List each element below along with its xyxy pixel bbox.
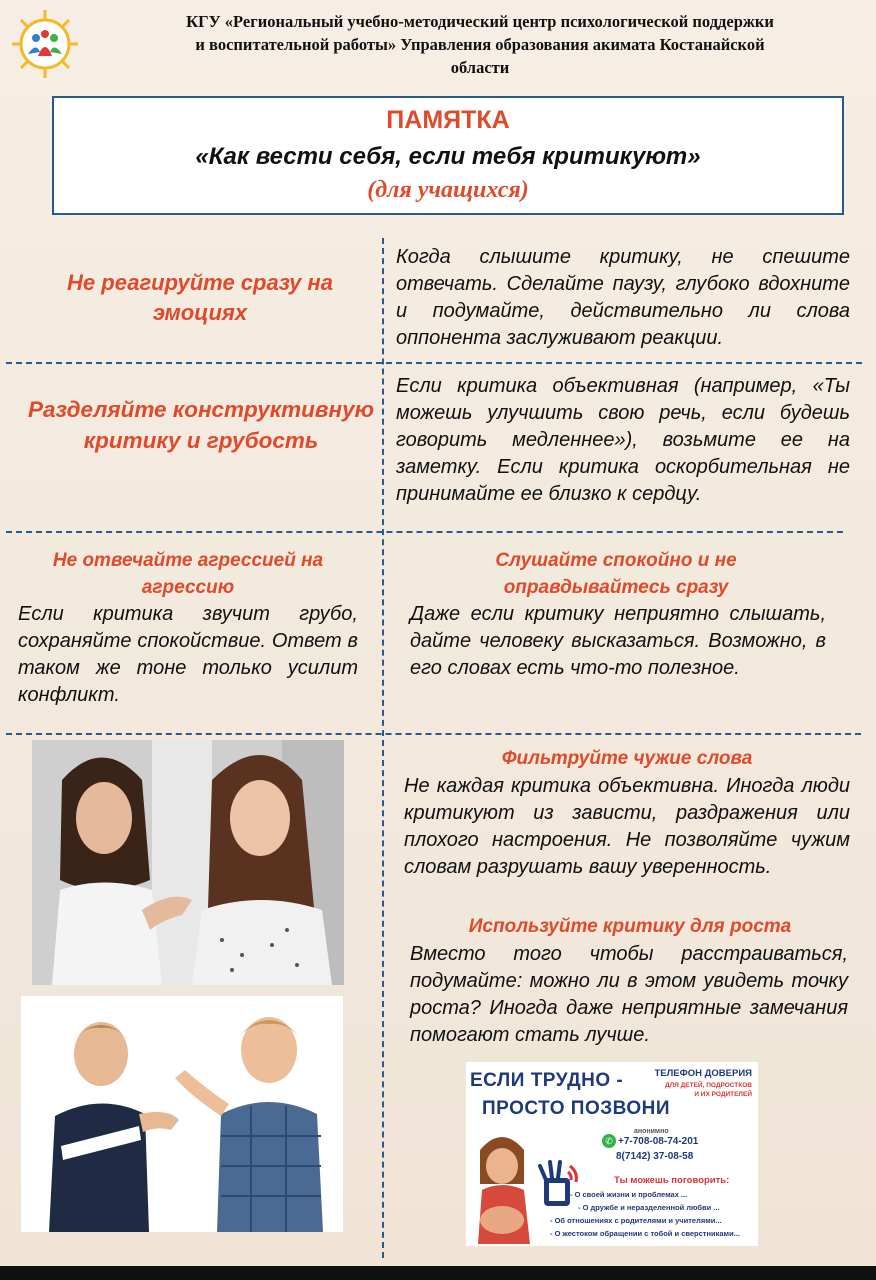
horizontal-divider-3 xyxy=(6,733,861,735)
organization-header xyxy=(88,10,872,79)
section-4-text: Даже если критику неприятно слышать, дайте человеку высказаться. Возможно, в его словах есть что-то полезное. xyxy=(410,603,826,679)
section-5-heading: Фильтруйте чужие слова xyxy=(501,748,753,769)
title-box xyxy=(52,96,844,215)
section-3-heading: Не отвечайте агрессией на агрессию xyxy=(52,550,324,598)
phone-hand-icon xyxy=(532,1158,582,1210)
topic-1: - О своей жизни и проблемах ... xyxy=(570,1190,688,1199)
section-2-heading: Разделяйте конструктивную критику и грубость xyxy=(27,397,375,453)
memo-label: ПАМЯТКА xyxy=(386,106,510,134)
hotline-sub-1: ДЛЯ ДЕТЕЙ, ПОДРОСТКОВ xyxy=(664,1082,752,1089)
section-3-text: Если критика звучит грубо, сохраняйте спокойствие. Ответ в таком же тоне только усилит конфликт. xyxy=(18,603,358,706)
sad-child-illustration xyxy=(472,1124,534,1244)
horizontal-divider-1 xyxy=(6,362,862,364)
talk-title: Ты можешь поговорить: xyxy=(614,1175,730,1186)
section-4-heading: Слушайте спокойно и не оправдывайтесь сразу xyxy=(495,550,737,598)
memo-audience: (для учащихся) xyxy=(367,177,529,203)
topic-3: - Об отношениях с родителями и учителями... xyxy=(550,1216,722,1225)
helpline-banner xyxy=(466,1062,758,1246)
whatsapp-icon: ✆ xyxy=(602,1134,616,1148)
hotline-title: ТЕЛЕФОН ДОВЕРИЯ xyxy=(654,1068,752,1079)
topic-2: - О дружбе и неразделенной любви ... xyxy=(578,1203,720,1212)
phone-number-2: 8(7142) 37-08-58 xyxy=(616,1151,694,1162)
org-line-3: области xyxy=(450,58,510,77)
memo-subtitle: «Как вести себя, если тебя критикуют» xyxy=(195,143,701,170)
org-line-2: и воспитательной работы» Управления образования акимата Костанайской xyxy=(195,35,765,54)
organization-logo xyxy=(10,8,80,80)
section-1-heading: Не реагируйте сразу на эмоциях xyxy=(67,270,333,325)
helpline-headline-1: ЕСЛИ ТРУДНО - xyxy=(470,1070,624,1091)
anonymous-label: анонимно xyxy=(634,1128,669,1135)
bottom-bar xyxy=(0,1266,876,1280)
section-6-heading: Используйте критику для роста xyxy=(468,916,792,937)
section-2-text: Если критика объективная (например, «Ты можешь улучшить свою речь, если будешь говорить медленнее»), возьмите ее на заметку. Если критика оскорбительная не принимайте ее близко к сердцу. xyxy=(396,375,850,505)
org-line-1: КГУ «Региональный учебно-методический центр психологической поддержки xyxy=(186,12,774,31)
photo-boys-talking xyxy=(21,996,343,1232)
section-5-text: Не каждая критика объективна. Иногда люди критикуют из зависти, раздражения или плохого настроения. Не позволяйте чужим словам разрушать вашу уверенность. xyxy=(404,775,850,878)
section-1-text: Когда слышите критику, не спешите отвечать. Сделайте паузу, глубоко вдохните и подумайте, действительно ли слова оппонента заслуживают реакции. xyxy=(396,246,850,349)
phone-number-1: +7-708-08-74-201 xyxy=(618,1136,699,1147)
vertical-divider xyxy=(382,238,384,1258)
hotline-sub-2: И ИХ РОДИТЕЛЕЙ xyxy=(694,1091,752,1098)
photo-girls-arguing xyxy=(32,740,344,985)
section-6-text: Вместо того чтобы расстраиваться, подумайте: можно ли в этом увидеть точку роста? Иногда даже неприятные замечания помогают стать лучше. xyxy=(410,943,848,1046)
horizontal-divider-2 xyxy=(6,531,843,533)
topic-4: - О жестоком обращении с тобой и сверстниками... xyxy=(550,1229,740,1238)
helpline-headline-2: ПРОСТО ПОЗВОНИ xyxy=(482,1098,671,1119)
